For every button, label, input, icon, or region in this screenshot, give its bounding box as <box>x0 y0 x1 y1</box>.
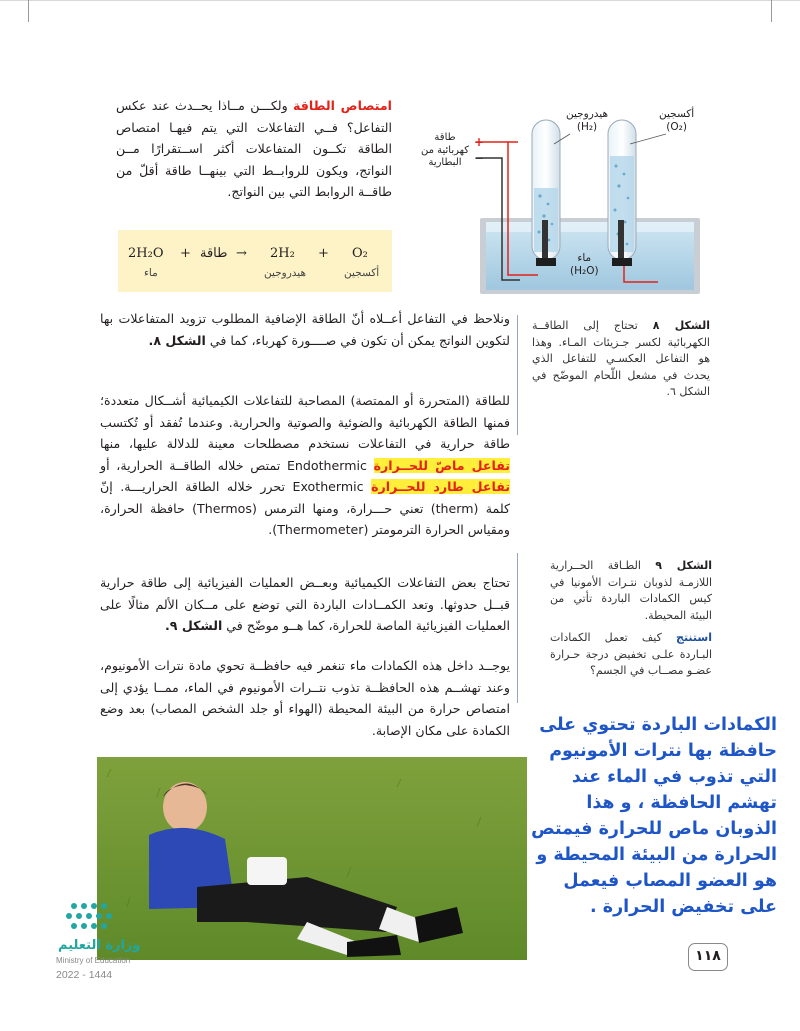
figure-9-reference: الشكل ٩. <box>164 618 223 633</box>
label-hydrogen-name: هيدروجين <box>566 108 609 120</box>
eq-label-oxygen: أكسجين <box>344 267 380 279</box>
label-oxygen-formula: (O₂) <box>666 121 687 133</box>
paragraph-2 <box>100 308 510 351</box>
conclude-label: استنتج <box>676 631 713 644</box>
paragraph-5-text: يوجــد داخل هذه الكمادات ماء تنغمر فيه حافظــة تحوي مادة نترات الأمونيوم، وعند تهشــم هذه الحافظــة تذوب نتــرات الأمونيوم في الماء، ممــا يؤدي إلى امتصاص حرارة من البيئة المحيطة (الهواء أو جلد الشخص المصاب) بعد وضع الكمادة على مكان الإصابة. <box>100 658 510 738</box>
paragraph-3 <box>100 390 510 541</box>
ministry-name-english: Ministry of Education <box>56 956 131 965</box>
figure-8-number: الشكل ٨ <box>652 319 710 332</box>
eq-label-hydrogen: هيدروجين <box>264 267 307 279</box>
label-water-name: ماء <box>577 252 592 264</box>
figure-9-photo <box>97 757 527 960</box>
highlight-endothermic: تفاعل ماصّ للحــرارة <box>373 457 510 473</box>
crop-mark-left <box>28 0 29 22</box>
label-water <box>570 252 599 278</box>
eq-energy: طاقة <box>200 246 228 261</box>
eq-water: 2H₂O <box>128 246 164 261</box>
eq-plus-2: + <box>318 246 329 261</box>
paragraph-3-text-c: Exothermic تحرر خلاله الطاقة الحراريـــة. إنّ كلمة (therm) تعني حـــرارة، ومنها الترمس (Thermos) حافظة الحرارة، ومقياس الحرارة الترمومتر (Thermometer). <box>100 479 510 537</box>
paragraph-5 <box>100 655 510 741</box>
label-oxygen <box>659 108 694 134</box>
svg-text:+: + <box>474 135 485 149</box>
crop-mark-right <box>771 0 772 22</box>
paragraph-3-text-b: Endothermic تمتص خلاله الطاقــة الحرارية، أو <box>100 457 367 473</box>
edition-year: 2022 - 1444 <box>56 969 113 981</box>
eq-hydrogen: 2H₂ <box>270 246 295 261</box>
figure-9-caption <box>550 558 712 680</box>
label-oxygen-name: أكسجين <box>659 108 695 120</box>
equation-box <box>118 230 392 292</box>
conclude-question <box>550 630 712 680</box>
paragraph-3-text-a: للطاقة (المتحررة أو الممتصة) المصاحبة للتفاعلات الكيميائية أشــكال متعددة؛ فمنها الطاقة الكهربائية والضوئية والصوتية والحرارية. وعندما تُفقد أو تُكتسب طاقة حرارية في التفاعلات نستخدم مصطلحات معينة للدلالة عليها، منها <box>100 393 510 451</box>
eq-plus-1: + <box>180 246 191 261</box>
label-water-formula: (H₂O) <box>570 265 599 277</box>
energy-absorption-paragraph <box>116 95 392 203</box>
section-text: ولكـــن مــاذا يحــدث عند عكس التفاعل؟ فــي التفاعلات التي يتم فيهـا امتصاص الطاقة تكــون المتفاعلات أكثر اســتقرارًا مــن النواتج، ويكون للروابــط التي بينهــا طاقة أقلّ من طاقــة الروابط التي بين النواتج. <box>116 98 392 199</box>
label-hydrogen-formula: (H₂) <box>576 121 598 133</box>
section-title: امتصاص الطاقة <box>293 98 392 113</box>
caption-8-rule <box>517 315 518 435</box>
figure-8-caption <box>532 318 710 401</box>
top-rule <box>0 0 800 1</box>
paragraph-4-text: تحتاج بعض التفاعلات الكيميائية وبعــض العمليات الفيزيائية إلى طاقة حرارية قبــل حدوثها. وتعد الكمــادات الباردة التي توضع على مــكان الألم مثالًا على العمليات الفيزيائية الماصة للحرارة، كما هــو موضّح في <box>100 575 510 633</box>
svg-text:−: − <box>474 151 485 165</box>
caption-9-rule <box>517 553 518 703</box>
eq-label-water: ماء <box>144 267 158 279</box>
figure-9-number: الشكل ٩ <box>655 559 712 572</box>
page-number: ١١٨ <box>688 943 728 971</box>
eq-arrow: → <box>236 246 247 261</box>
ministry-name-arabic: وزارة التعليم <box>58 938 141 953</box>
eq-oxygen: O₂ <box>352 246 368 261</box>
figure-8-caption-text: تحتاج إلى الطاقــة الكهربائية لكسر جـزيئات المـاء. وهذا هو التفاعل العكسـي للتفاعل الذي يحدث في مشعل اللّحام الموضّح في الشكل ٦. <box>532 319 710 398</box>
conclude-text: كيف تعمل الكمادات البـاردة علـى تخفيض درجة حـرارة عضـو مصــاب في الجسم؟ <box>550 631 712 677</box>
paragraph-2-text: ونلاحظ في التفاعل أعــلاه أنّ الطاقة الإضافية المطلوب تزويد المتفاعلات بها لتكوين النواتج يمكن أن تكون في صــــورة كهرباء، كما في <box>100 311 510 348</box>
paragraph-4 <box>100 572 510 637</box>
figure-9-caption-text: الطـاقة الحــرارية اللازمـة لذوبان نتـرات الأمونيا في كيس الكمادات الباردة تأتي من البيئة المحيطة. <box>550 559 712 622</box>
figure-8-reference: الشكل ٨. <box>148 332 206 348</box>
student-answer: الكمادات الباردة تحتوي على حافظة بها نترات الأمونيوم التي تذوب في الماء عند تهشم الحافظة ، و هذا الذوبان ماص للحرارة فيمتص الحرارة من البيئة المحيطة و هو العضو المصاب فيعمل على تخفيض الحرارة . <box>531 715 777 917</box>
label-battery: طاقة كهربائية من البطارية <box>420 132 470 168</box>
label-hydrogen <box>566 108 608 134</box>
highlight-exothermic: تفاعل طارد للحــرارة <box>371 479 510 494</box>
